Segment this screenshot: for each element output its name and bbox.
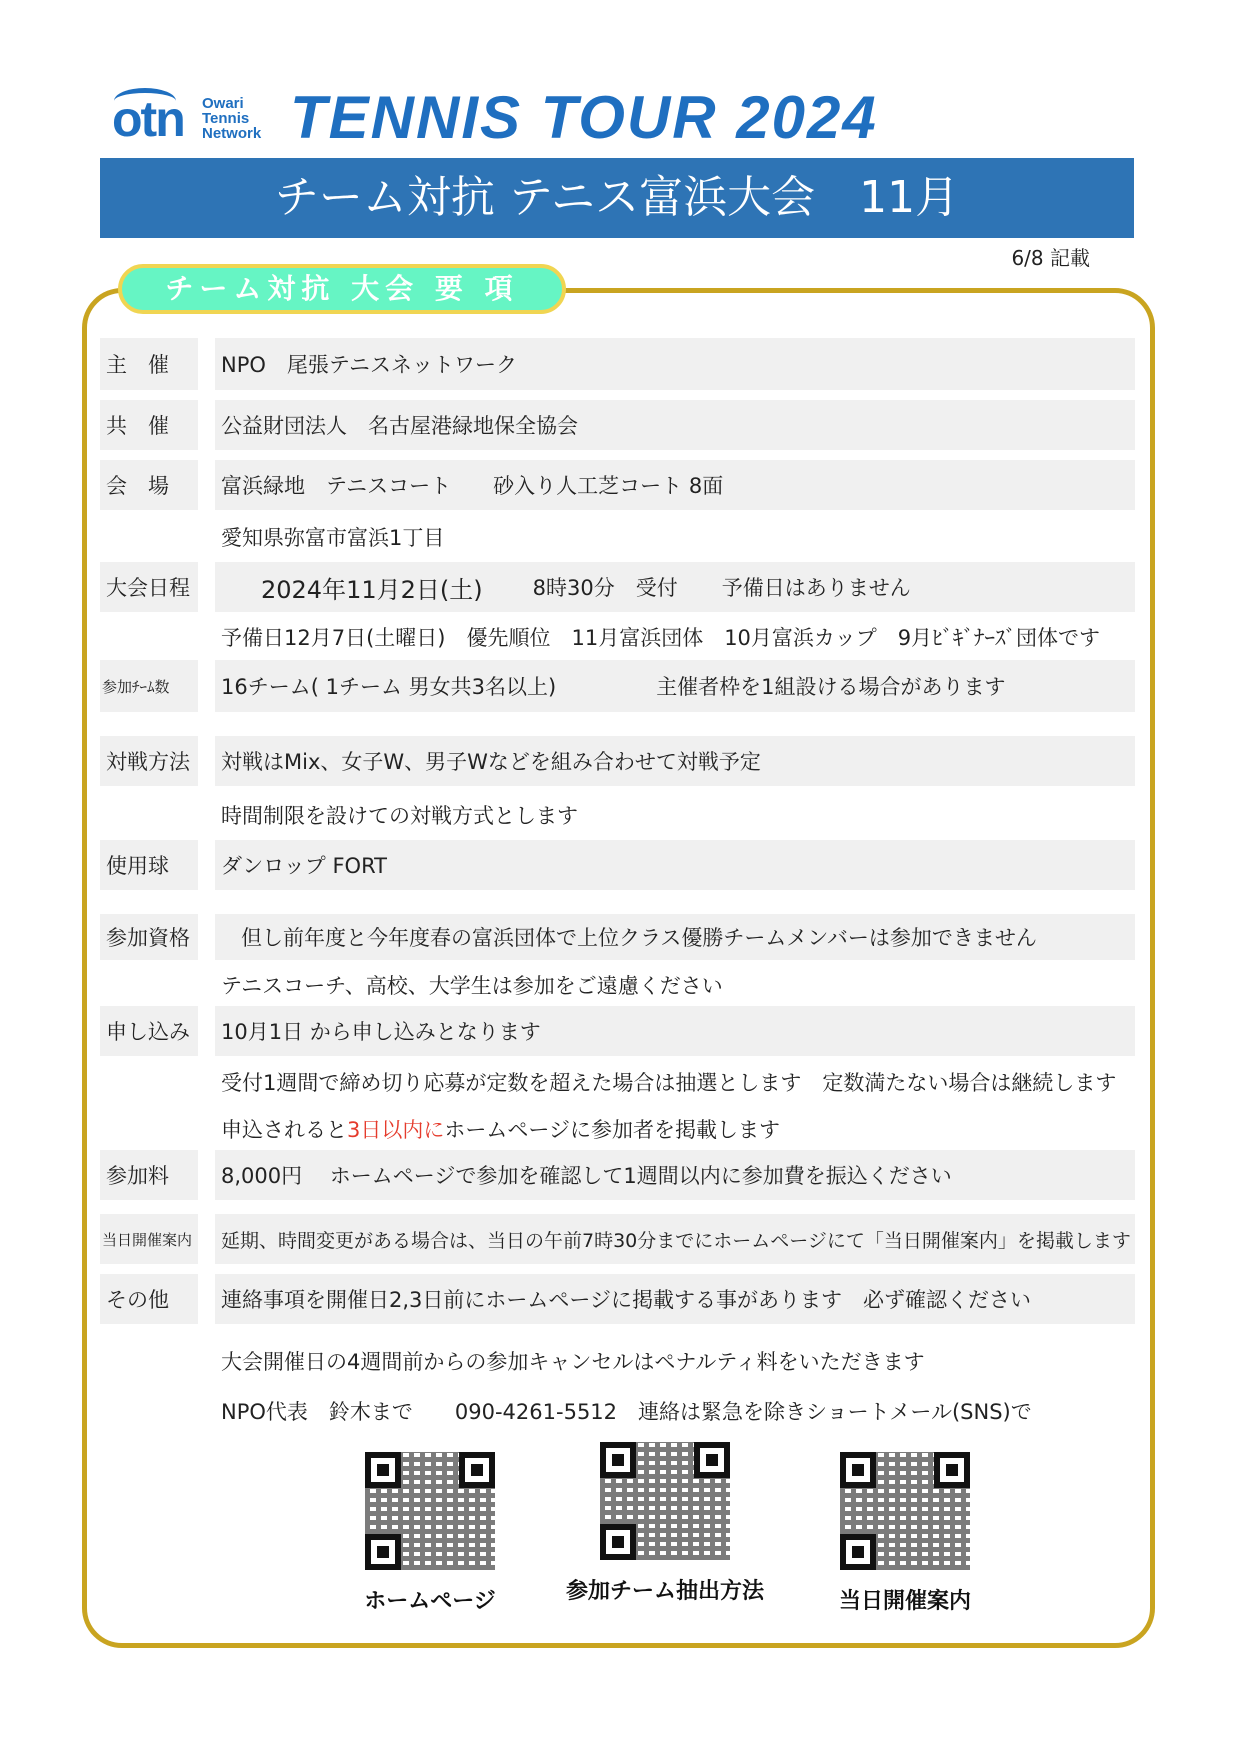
value-fee: 8,000円 ホームページで参加を確認して1週間以内に参加費を振込ください [215,1150,1135,1200]
label-other: その他 [100,1274,198,1324]
label-teams: 参加ﾁｰﾑ数 [100,660,198,712]
value-teams [215,660,1135,712]
qr-code-sameday-info[interactable] [840,1452,970,1570]
label-eligibility: 参加資格 [100,914,198,960]
teams-count: 16チーム( 1チーム 男女共3名以上) [221,675,557,699]
schedule-date: 2024年11月2日(土) [261,575,483,604]
value-eligibility: 但し前年度と今年度春の富浜団体で上位クラス優勝チームメンバーは参加できません [215,914,1135,960]
other-cancel: 大会開催日の4週間前からの参加キャンセルはペナルティ料をいただきます [221,1350,925,1374]
tour-title: TENNIS TOUR 2024 [290,84,878,151]
logo-word-network: Network [202,125,262,142]
schedule-reserve: 予備日はありません [721,576,911,600]
eligibility-note: テニスコーチ、高校、大学生は参加をご遠慮ください [221,974,723,998]
label-organizer: 主 催 [100,338,198,390]
label-schedule: 大会日程 [100,562,198,612]
apply-publish [221,1114,780,1144]
other-contact: NPO代表 鈴木まで 090-4261-5512 連絡は緊急を除きショートメール(SNS)で [221,1400,1032,1424]
label-venue: 会 場 [100,460,198,510]
section-tab: チーム対抗 大会 要 項 [118,264,566,314]
schedule-reserve-day: 予備日12月7日(土曜日) 優先順位 11月富浜団体 10月富浜カップ 9月ﾋﾞｷﾞﾅｰｽﾞ団体です [221,626,1101,650]
value-schedule [215,562,1135,612]
value-ball: ダンロップ FORT [215,840,1135,890]
value-other: 連絡事項を開催日2,3日前にホームページに掲載する事があります 必ず確認ください [215,1274,1135,1324]
value-sameday: 延期、時間変更がある場合は、当日の午前7時30分までにホームページにて「当日開催案内」を掲載します [215,1214,1135,1264]
apply-rules: 受付1週間で締め切り応募が定数を超えた場合は抽選とします 定数満たない場合は継続します [221,1071,1117,1095]
venue-address: 愛知県弥富市富浜1丁目 [221,526,445,550]
logo-word-owari: Owari [202,95,244,112]
logo-words [202,96,261,141]
label-format: 対戦方法 [100,736,198,786]
qr-label-team-selection: 参加チーム抽出方法 [565,1579,764,1604]
apply-publish-b: ホームページに参加者を掲載します [444,1118,780,1142]
teams-note: 主催者枠を1組設ける場合があります [656,675,1006,699]
label-ball: 使用球 [100,840,198,890]
qr-code-team-selection[interactable] [600,1442,730,1560]
label-apply: 申し込み [100,1006,198,1056]
value-apply: 10月1日 から申し込みとなります [215,1006,1135,1056]
label-co-organizer: 共 催 [100,400,198,450]
label-fee: 参加料 [100,1150,198,1200]
qr-code-homepage[interactable] [365,1452,495,1570]
qr-label-homepage: ホームページ [364,1589,496,1614]
schedule-reception: 8時30分 受付 [532,576,678,600]
value-format: 対戦はMix、女子W、男子Wなどを組み合わせて対戦予定 [215,736,1135,786]
value-venue: 富浜緑地 テニスコート 砂入り人工芝コート 8面 [215,460,1135,510]
value-organizer: NPO 尾張テニスネットワーク [215,338,1135,390]
format-note: 時間制限を設けての対戦方式とします [221,804,578,828]
qr-label-sameday-info: 当日開催案内 [838,1589,971,1614]
logo-word-tennis: Tennis [202,110,250,127]
apply-publish-a: 申込されると [221,1118,347,1142]
label-sameday: 当日開催案内 [100,1214,198,1264]
date-note: 6/8 記載 [1011,246,1090,270]
apply-publish-highlight: 3日以内に [347,1118,445,1142]
value-co-organizer: 公益財団法人 名古屋港緑地保全協会 [215,400,1135,450]
banner-title: チーム対抗 テニス富浜大会 11月 [100,158,1134,238]
logo-otn-text: otn [112,91,184,147]
